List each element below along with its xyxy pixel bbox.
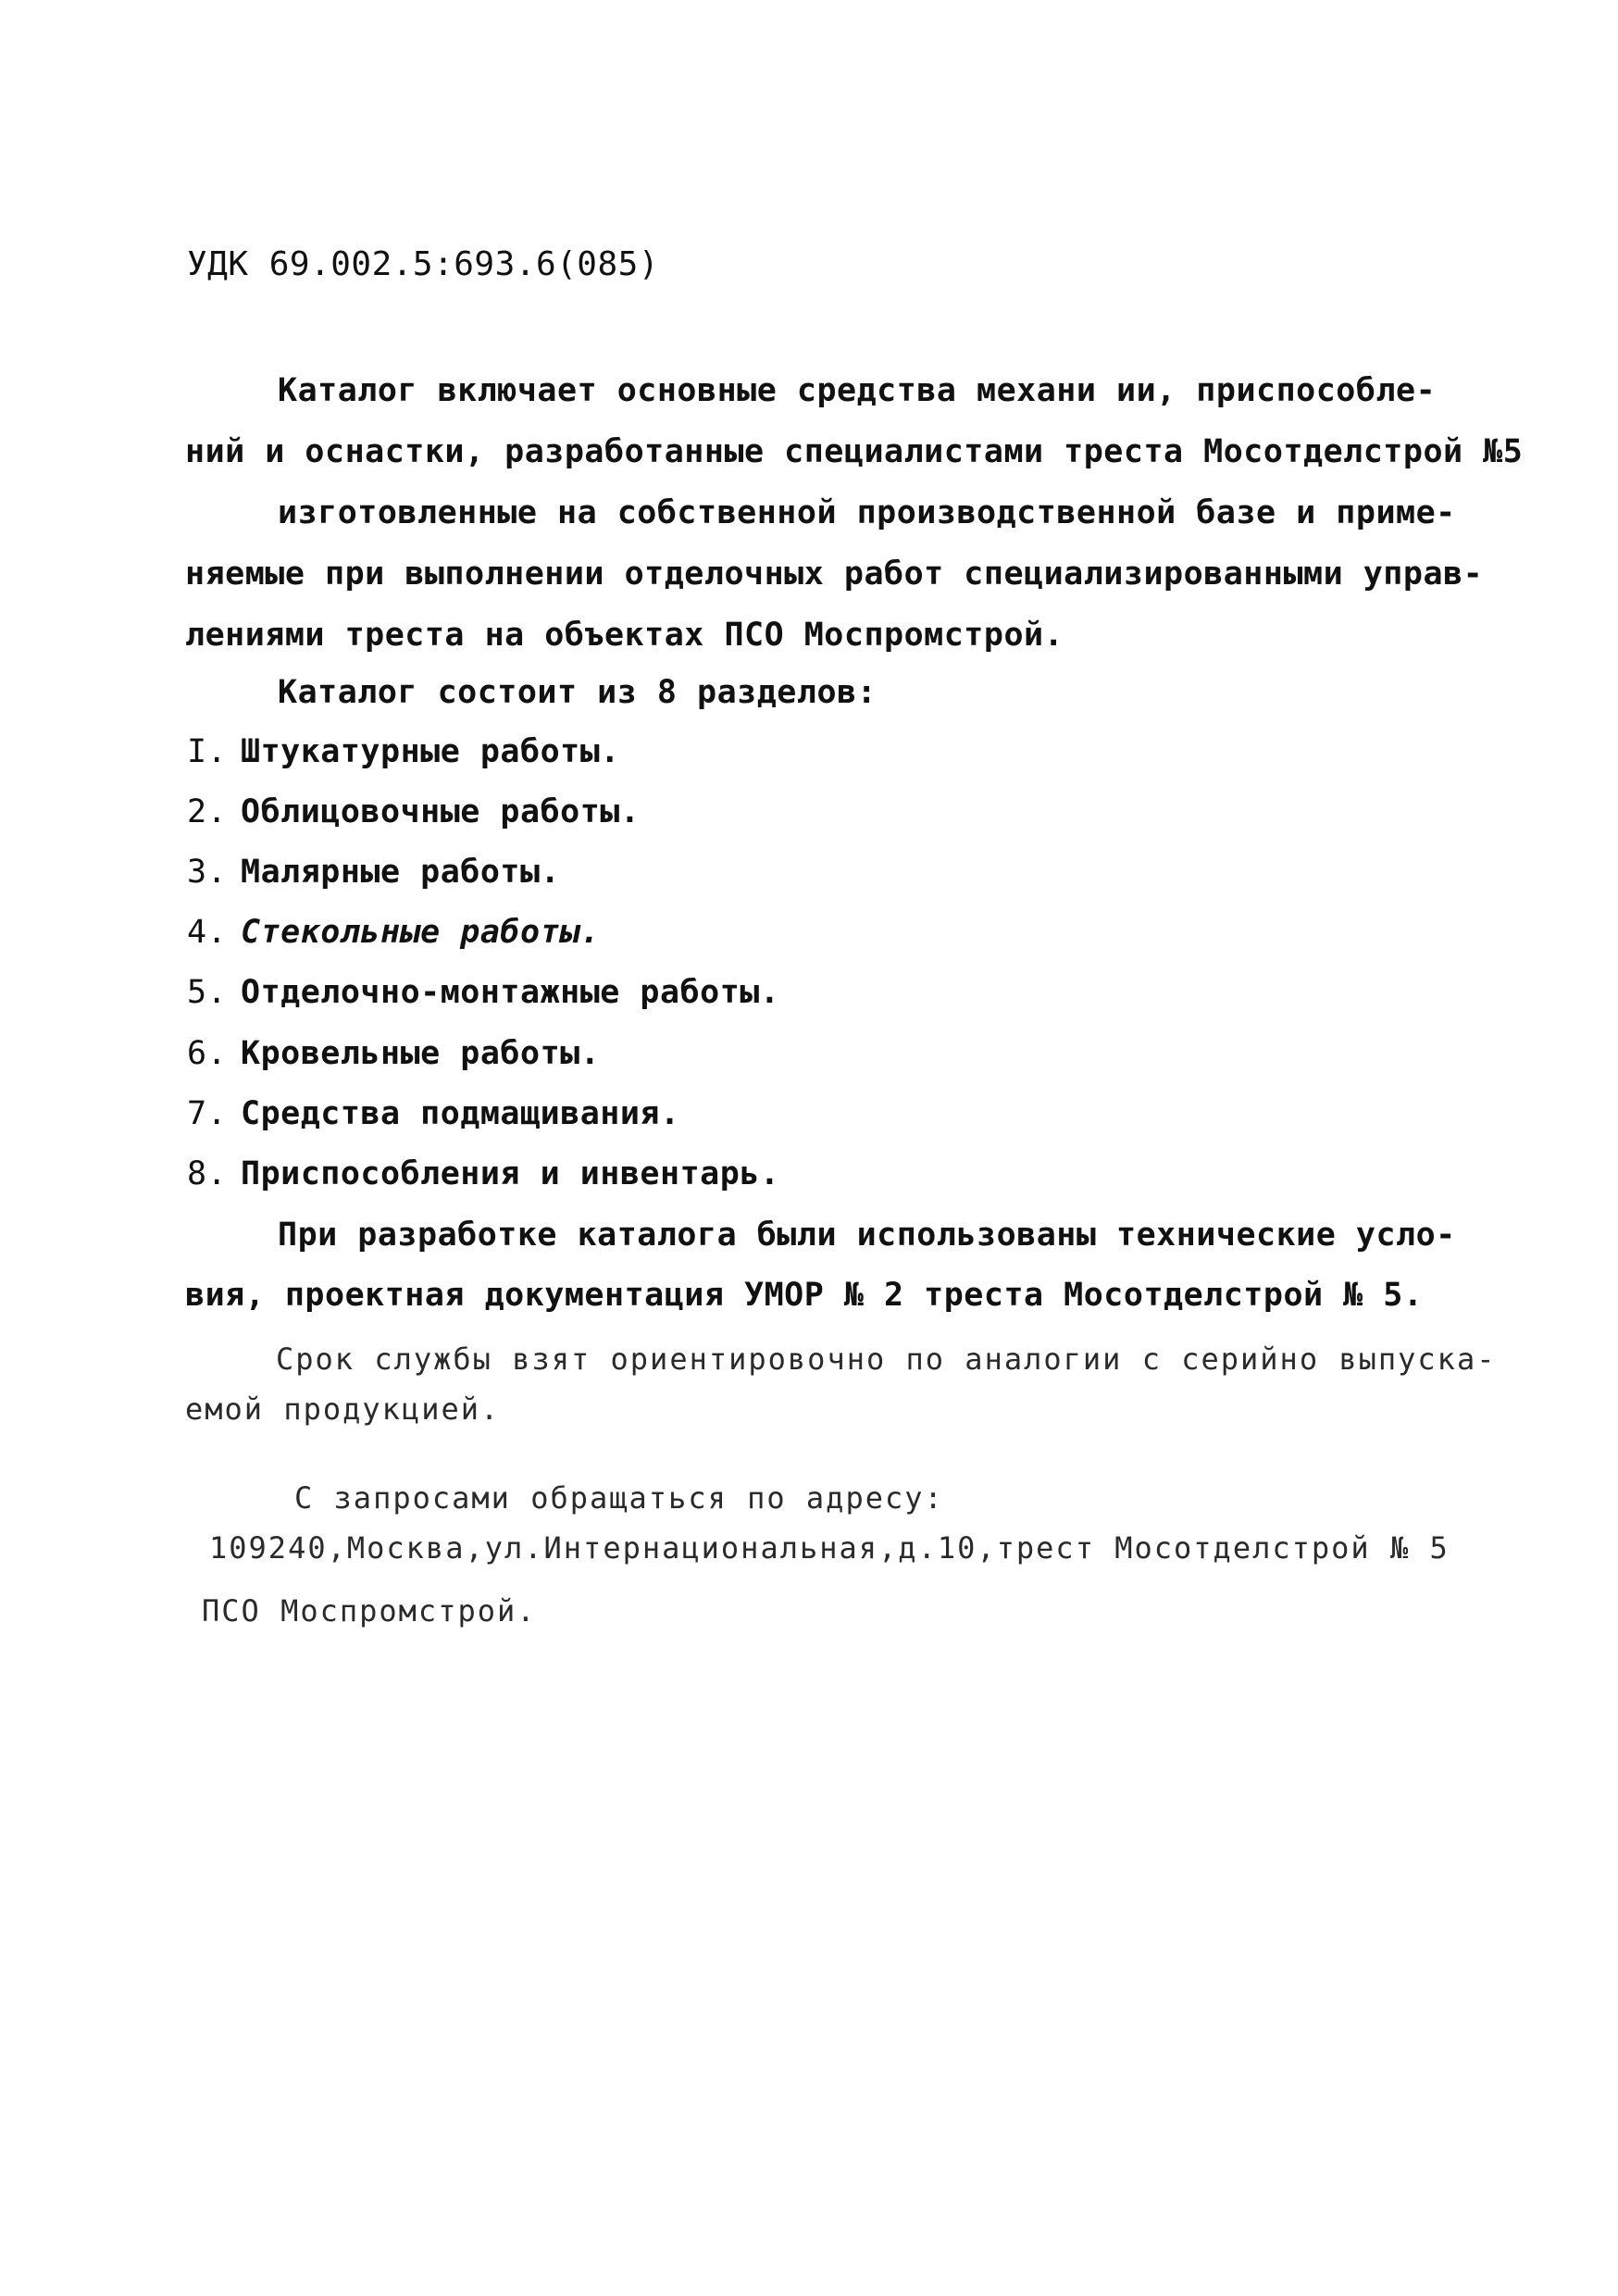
- list-item-number: 6.: [187, 1035, 228, 1072]
- list-item: [187, 1154, 779, 1194]
- service-life-line-1: Срок службы взят ориентировочно по аналогии с серийно выпуска-: [276, 1341, 1497, 1377]
- list-item-number: 4.: [187, 914, 228, 951]
- development-line-1: При разработке каталога были использованы технические усло-: [278, 1217, 1456, 1254]
- list-item-number: 2.: [187, 793, 228, 830]
- intro-line-4: няемые при выполнении отделочных работ специализированными управ-: [185, 555, 1484, 593]
- intro-line-5: лениями треста на объектах ПСО Моспромстрой.: [185, 617, 1064, 654]
- list-item-title: Стекольные работы.: [241, 914, 601, 951]
- list-item-title: Средства подмащивания.: [241, 1095, 680, 1132]
- contact-line-1: С запросами обращаться по адресу:: [294, 1480, 944, 1516]
- intro-line-2: ний и оснастки, разработанные специалистами треста Мосотделстрой №5: [185, 433, 1524, 470]
- contact-address: 109240,Москва,ул.Интернациональная,д.10,трест Мосотделстрой № 5: [209, 1530, 1450, 1566]
- intro-line-3: изготовленные на собственной производственной базе и приме-: [278, 494, 1456, 531]
- list-item-title: Малярные работы.: [241, 854, 561, 891]
- development-line-2: вия, проектная документация УМОР № 2 треста Мосотделстрой № 5.: [185, 1277, 1424, 1314]
- list-item: [187, 731, 620, 772]
- list-item-number: I.: [187, 733, 228, 770]
- list-item: [187, 1033, 600, 1074]
- list-item: [187, 912, 600, 953]
- list-item-title: Отделочно-монтажные работы.: [241, 974, 780, 1011]
- list-item: [187, 852, 560, 892]
- list-item: [187, 972, 779, 1013]
- list-item: [187, 1093, 680, 1134]
- list-item-number: 8.: [187, 1155, 228, 1192]
- list-item-title: Приспособления и инвентарь.: [241, 1155, 780, 1192]
- list-item-number: 5.: [187, 974, 228, 1011]
- list-item-number: 3.: [187, 854, 228, 891]
- intro-line-1: Каталог включает основные средства механи ии, приспособле-: [278, 372, 1437, 409]
- service-life-line-2: емой продукцией.: [185, 1391, 501, 1427]
- udk-code: УДК 69.002.5:693.6(085): [187, 245, 659, 283]
- contact-organization: ПСО Моспромстрой.: [202, 1593, 537, 1628]
- list-item-title: Облицовочные работы.: [241, 793, 641, 830]
- list-item-title: Штукатурные работы.: [241, 733, 620, 770]
- list-item: [187, 792, 640, 832]
- list-item-title: Кровельные работы.: [241, 1035, 601, 1072]
- sections-intro: Каталог состоит из 8 разделов:: [278, 674, 877, 711]
- list-item-number: 7.: [187, 1095, 228, 1132]
